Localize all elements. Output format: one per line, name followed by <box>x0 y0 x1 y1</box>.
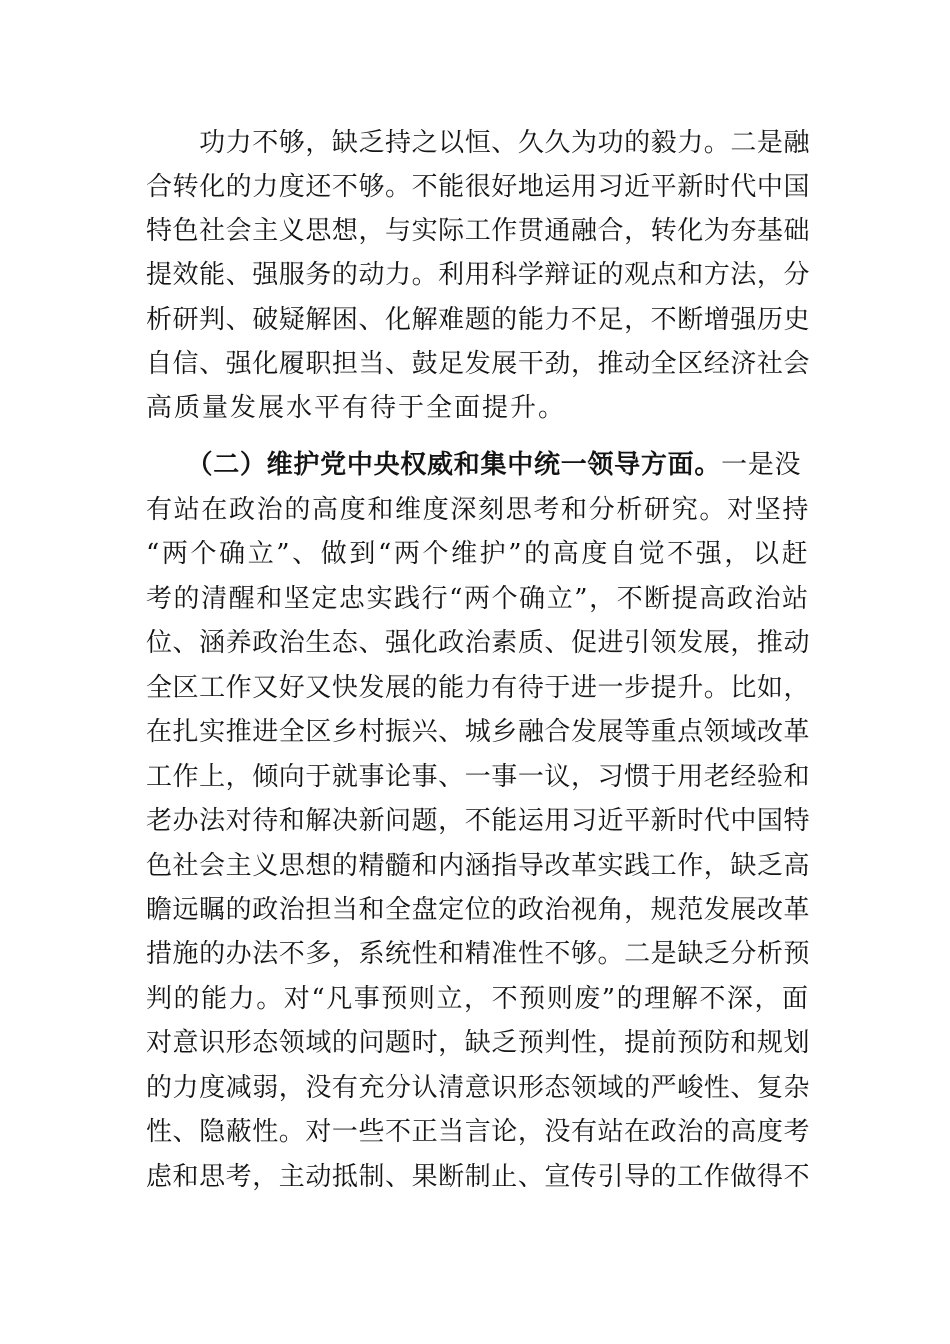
text-line: 提效能、强服务的动力。利用科学辩证的观点和方法，分 <box>146 260 811 290</box>
text-line: 全区工作又好又快发展的能力有待于进一步提升。比如， <box>146 673 811 703</box>
text-line: 功力不够，缺乏持之以恒、久久为功的毅力。二是融 <box>146 128 811 158</box>
text-line: 对意识形态领域的问题时，缺乏预判性，提前预防和规划 <box>146 1028 811 1058</box>
text-line: 有站在政治的高度和维度深刻思考和分析研究。对坚持 <box>146 495 811 525</box>
text-line: 自信、强化履职担当、鼓足发展干劲，推动全区经济社会 <box>146 349 811 379</box>
text-line: 合转化的力度还不够。不能很好地运用习近平新时代中国 <box>146 172 811 202</box>
section-heading: （二）维护党中央权威和集中统一领导方面。 <box>199 450 722 480</box>
text-line: 的力度减弱，没有充分认清意识形态领域的严峻性、复杂 <box>146 1073 811 1103</box>
text-line: 色社会主义思想的精髓和内涵指导改革实践工作，缺乏高 <box>146 851 811 881</box>
text-line: 在扎实推进全区乡村振兴、城乡融合发展等重点领域改革 <box>146 717 811 747</box>
text-line: 判的能力。对“凡事预则立，不预则废”的理解不深，面 <box>146 984 810 1014</box>
text-line: 虑和思考，主动抵制、果断制止、宣传引导的工作做得不 <box>146 1162 811 1192</box>
text-line: 工作上，倾向于就事论事、一事一议，习惯于用老经验和 <box>146 762 811 792</box>
text-line: 高质量发展水平有待于全面提升。 <box>146 393 567 423</box>
text-line: 析研判、破疑解困、化解难题的能力不足，不断增强历史 <box>146 305 811 335</box>
text-line: 位、涵养政治生态、强化政治素质、促进引领发展，推动 <box>146 628 811 658</box>
text-line: 特色社会主义思想，与实际工作贯通融合，转化为夯基础 <box>146 216 811 246</box>
text-line: 措施的办法不多，系统性和精准性不够。二是缺乏分析预 <box>146 939 811 969</box>
text-line: 老办法对待和解决新问题，不能运用习近平新时代中国特 <box>146 806 811 836</box>
indent <box>146 450 199 480</box>
text-line: “两个确立”、做到“两个维护”的高度自觉不强，以赶 <box>146 539 811 569</box>
text-line: 性、隐蔽性。对一些不正当言论，没有站在政治的高度考 <box>146 1117 811 1147</box>
text-span: 一是没 <box>721 450 802 480</box>
text-line: 瞻远瞩的政治担当和全盘定位的政治视角，规范发展改革 <box>146 895 811 925</box>
heading-line <box>146 448 801 482</box>
text-line: 考的清醒和坚定忠实践行“两个确立”，不断提高政治站 <box>146 584 810 614</box>
